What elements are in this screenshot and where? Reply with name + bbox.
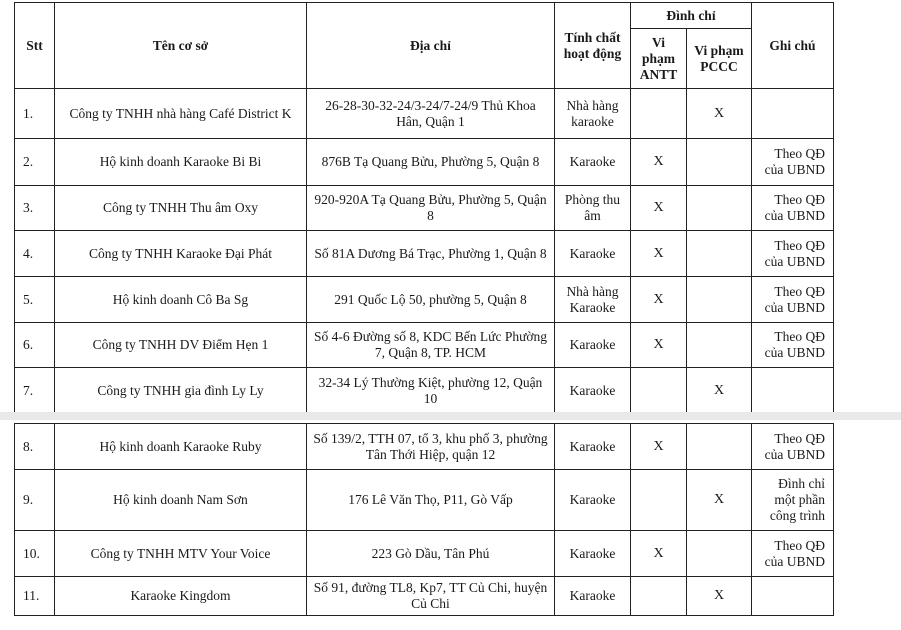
cell-note [752,368,834,414]
cell-address: 26-28-30-32-24/3-24/7-24/9 Thủ Khoa Hân, Quận 1 [307,89,555,139]
cell-nature: Karaoke [555,231,631,277]
cell-pccc [687,323,752,368]
cell-stt: 9. [15,470,55,531]
header-antt: Vi phạm ANTT [631,29,687,89]
cell-stt: 3. [15,186,55,231]
cell-nature: Karaoke [555,577,631,616]
cell-stt: 2. [15,139,55,186]
cell-address: Số 139/2, TTH 07, tổ 3, khu phố 3, phường Tân Thới Hiệp, quận 12 [307,424,555,470]
table-row [15,323,834,368]
cell-name: Công ty TNHH MTV Your Voice [55,531,307,577]
cell-note: Theo QĐ của UBND [752,531,834,577]
cell-address: 876B Tạ Quang Bửu, Phường 5, Quận 8 [307,139,555,186]
cell-name: Hộ kinh doanh Karaoke Bi Bi [55,139,307,186]
cell-antt: X [631,186,687,231]
cell-address: Số 81A Dương Bá Trạc, Phường 1, Quận 8 [307,231,555,277]
cell-address: 920-920A Tạ Quang Bửu, Phường 5, Quận 8 [307,186,555,231]
cell-name: Công ty TNHH DV Điểm Hẹn 1 [55,323,307,368]
cell-stt: 8. [15,424,55,470]
cell-pccc [687,277,752,323]
cell-pccc [687,139,752,186]
cell-stt: 4. [15,231,55,277]
cell-name: Hộ kinh doanh Nam Sơn [55,470,307,531]
cell-name: Karaoke Kingdom [55,577,307,616]
cell-note [752,577,834,616]
cell-nature: Phòng thu âm [555,186,631,231]
cell-antt [631,89,687,139]
cell-address: 223 Gò Dầu, Tân Phú [307,531,555,577]
cell-antt: X [631,323,687,368]
table-row [15,231,834,277]
cell-nature: Nhà hàng karaoke [555,89,631,139]
cell-pccc [687,231,752,277]
cell-nature: Karaoke [555,531,631,577]
cell-name: Công ty TNHH gia đình Ly Ly [55,368,307,414]
cell-address: Số 91, đường TL8, Kp7, TT Củ Chi, huyện Củ Chi [307,577,555,616]
cell-antt: X [631,277,687,323]
cell-note: Theo QĐ của UBND [752,231,834,277]
cell-pccc: X [687,470,752,531]
cell-antt: X [631,531,687,577]
cell-nature: Karaoke [555,323,631,368]
table-row [15,139,834,186]
cell-pccc [687,186,752,231]
cell-nature: Karaoke [555,424,631,470]
table-row [15,470,834,531]
cell-antt [631,577,687,616]
cell-note [752,89,834,139]
header-stt: Stt [15,3,55,89]
table-row [15,577,834,616]
cell-antt [631,470,687,531]
suspension-table-part2 [14,423,834,616]
table-row [15,424,834,470]
cell-name: Công ty TNHH nhà hàng Café District K [55,89,307,139]
cell-note: Theo QĐ của UBND [752,277,834,323]
cell-stt: 7. [15,368,55,414]
cell-pccc [687,531,752,577]
cell-pccc: X [687,577,752,616]
cell-address: 176 Lê Văn Thọ, P11, Gò Vấp [307,470,555,531]
header-name: Tên cơ sở [55,3,307,89]
cell-name: Công ty TNHH Thu âm Oxy [55,186,307,231]
cell-name: Hộ kinh doanh Cô Ba Sg [55,277,307,323]
cell-address: 291 Quốc Lộ 50, phường 5, Quận 8 [307,277,555,323]
table-row [15,89,834,139]
cell-antt [631,368,687,414]
table-row [15,186,834,231]
cell-antt: X [631,231,687,277]
header-pccc: Vi phạm PCCC [687,29,752,89]
cell-stt: 1. [15,89,55,139]
header-note: Ghi chú [752,3,834,89]
cell-note: Theo QĐ của UBND [752,424,834,470]
header-nature: Tính chất hoạt động [555,3,631,89]
cell-antt: X [631,424,687,470]
cell-name: Hộ kinh doanh Karaoke Ruby [55,424,307,470]
table-row [15,277,834,323]
cell-pccc: X [687,368,752,414]
page-break [0,412,901,420]
cell-nature: Karaoke [555,470,631,531]
cell-stt: 5. [15,277,55,323]
cell-stt: 10. [15,531,55,577]
cell-address: Số 4-6 Đường số 8, KDC Bến Lức Phường 7, Quận 8, TP. HCM [307,323,555,368]
cell-stt: 6. [15,323,55,368]
cell-antt: X [631,139,687,186]
cell-nature: Karaoke [555,139,631,186]
cell-name: Công ty TNHH Karaoke Đại Phát [55,231,307,277]
header-address: Địa chỉ [307,3,555,89]
table-row [15,368,834,414]
table-row [15,531,834,577]
cell-nature: Karaoke [555,368,631,414]
header-suspension: Đình chỉ [631,3,752,29]
cell-nature: Nhà hàng Karaoke [555,277,631,323]
cell-stt: 11. [15,577,55,616]
cell-address: 32-34 Lý Thường Kiệt, phường 12, Quận 10 [307,368,555,414]
cell-note: Theo QĐ của UBND [752,139,834,186]
suspension-table-part1 [14,2,834,414]
cell-note: Theo QĐ của UBND [752,323,834,368]
cell-note: Đình chỉ một phần công trình [752,470,834,531]
cell-note: Theo QĐ của UBND [752,186,834,231]
cell-pccc [687,424,752,470]
cell-pccc: X [687,89,752,139]
